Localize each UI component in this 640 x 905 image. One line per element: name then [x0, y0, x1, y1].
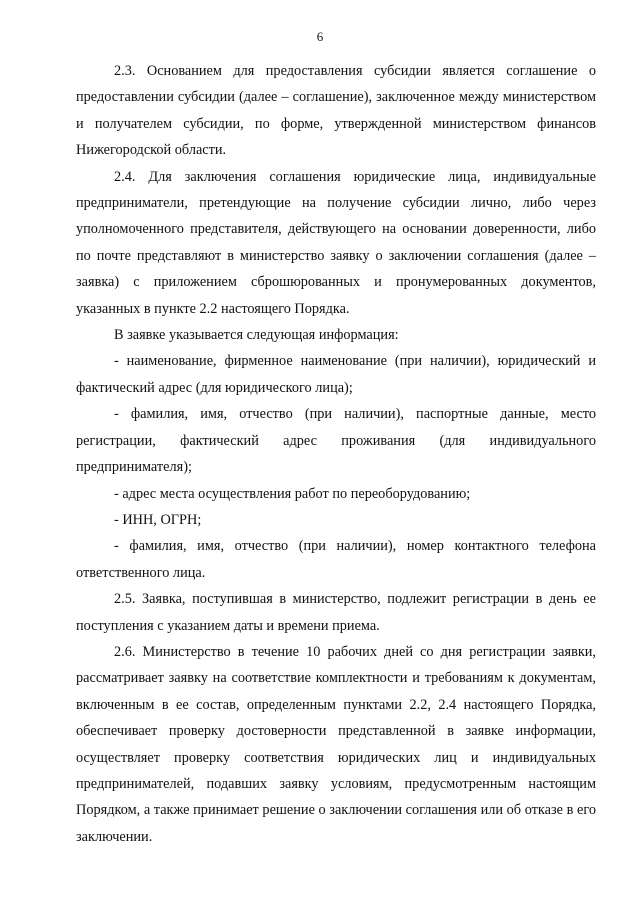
paragraph-2-4: 2.4. Для заключения соглашения юридические лица, индивидуальные предприниматели, претендующие на получение субсидии лично, либо через уполномоченного представителя, действующего на основании доверенности, либо по почте представляют в министерство заявку о заключении соглашения (далее – заявка) с приложением сброшюрованных и пронумерованных документов, указанных в пункте 2.2 настоящего Порядка. [76, 168, 596, 317]
list-item-individual-details: - фамилия, имя, отчество (при наличии), паспортные данные, место регистрации, фактический адрес проживания (для индивидуального предпринимателя); [76, 406, 596, 476]
paragraph-2-3: 2.3. Основанием для предоставления субсидии является соглашение о предоставлении субсидии (далее – соглашение), заключенное между министерством и получателем субсидии, по форме, утвержденной министерством финансов Нижегородской области. [76, 63, 596, 159]
list-item-responsible-person: - фамилия, имя, отчество (при наличии), номер контактного телефона ответственного лица. [76, 538, 596, 581]
application-info-intro: В заявке указывается следующая информация: [114, 327, 399, 344]
document-body [76, 58, 596, 850]
list-item-legal-entity-name: - наименование, фирменное наименование (при наличии), юридический и фактический адрес (для юридического лица); [76, 353, 596, 396]
list-item-inn-ogrn: - ИНН, ОГРН; [114, 511, 202, 528]
page-number: 6 [316, 29, 324, 44]
paragraph-2-6: 2.6. Министерство в течение 10 рабочих дней со дня регистрации заявки, рассматривает заявку на соответствие комплектности и требованиям к документам, включенным в ее состав, определенным пунктами 2.2, 2.4 настоящего Порядка, обеспечивает проверку достоверности представленной в заявке информации, осуществляет проверку соответствия юридических лиц и индивидуальных предпринимателей, подавших заявку условиям, предусмотренным настоящим Порядком, а также принимает решение о заключении соглашения или об отказе в его заключении. [76, 643, 596, 845]
paragraph-2-5: 2.5. Заявка, поступившая в министерство, подлежит регистрации в день ее поступления с указанием даты и времени приема. [76, 591, 596, 634]
list-item-work-address: - адрес места осуществления работ по переоборудованию; [114, 485, 471, 502]
